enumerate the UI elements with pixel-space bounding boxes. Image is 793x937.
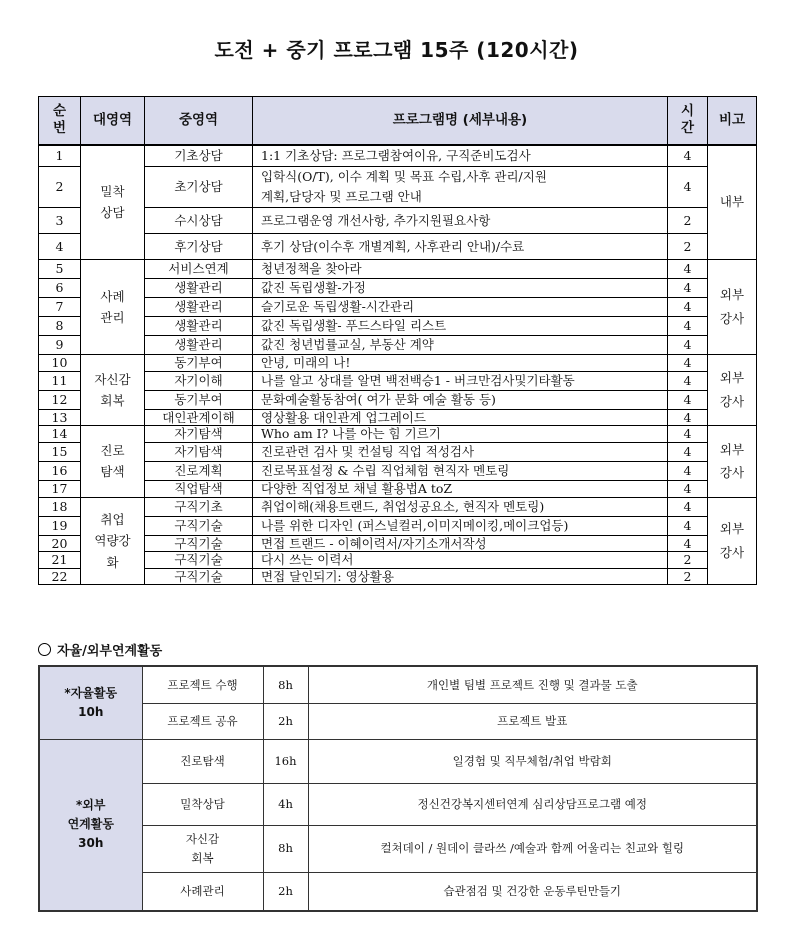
major-area: 자신감 회복 bbox=[81, 355, 145, 426]
header-note: 비고 bbox=[708, 97, 757, 145]
activity-detail: 일경험 및 직무체험/취업 박람회 bbox=[308, 739, 757, 783]
header-program: 프로그램명 (세부내용) bbox=[253, 97, 668, 145]
header-mid: 중영역 bbox=[145, 97, 253, 145]
program-name: 프로그램운영 개선사항, 추가지원필요사항 bbox=[253, 208, 668, 234]
activity-hours: 8h bbox=[263, 825, 308, 872]
activity-hours: 2h bbox=[263, 872, 308, 911]
hours: 2 bbox=[668, 552, 708, 569]
activity-row bbox=[39, 825, 757, 872]
hours: 4 bbox=[668, 442, 708, 461]
program-name: 나를 위한 디자인 (퍼스널컬러,이미지메이킹,메이크업등) bbox=[253, 516, 668, 535]
program-name: 나를 알고 상대를 알면 백전백승1 - 버크만검사및기타활동 bbox=[253, 371, 668, 390]
program-name: 입학식(O/T), 이수 계획 및 목표 수립,사후 관리/지원 계획,담당자 및 프로그램 안내 bbox=[253, 167, 668, 208]
note: 외부 강사 bbox=[708, 355, 757, 426]
hours: 2 bbox=[668, 568, 708, 585]
program-name: 면접 트랜드 - 이혜이력서/자기소개서작성 bbox=[253, 535, 668, 552]
header-no: 순 번 bbox=[39, 97, 81, 145]
table-row bbox=[39, 409, 757, 426]
note: 외부 강사 bbox=[708, 497, 757, 585]
activity-category: *외부 연계활동 30h bbox=[39, 739, 142, 911]
program-name: 값진 독립생활-가정 bbox=[253, 279, 668, 298]
row-number: 18 bbox=[39, 497, 81, 516]
table-row bbox=[39, 234, 757, 260]
row-number: 14 bbox=[39, 426, 81, 443]
program-name: 값진 독립생활- 푸드스타일 리스트 bbox=[253, 317, 668, 336]
mid-area: 자기탐색 bbox=[145, 442, 253, 461]
hours: 4 bbox=[668, 426, 708, 443]
table-header-row bbox=[39, 97, 757, 145]
table-row bbox=[39, 355, 757, 372]
activity-detail: 프로젝트 발표 bbox=[308, 703, 757, 739]
major-area: 사례 관리 bbox=[81, 260, 145, 355]
table-row bbox=[39, 442, 757, 461]
activity-hours: 16h bbox=[263, 739, 308, 783]
mid-area: 직업탐색 bbox=[145, 480, 253, 497]
mid-area: 생활관리 bbox=[145, 298, 253, 317]
row-number: 15 bbox=[39, 442, 81, 461]
program-name: 다시 쓰는 이력서 bbox=[253, 552, 668, 569]
table-row bbox=[39, 260, 757, 279]
table-row bbox=[39, 167, 757, 208]
hours: 4 bbox=[668, 371, 708, 390]
hours: 4 bbox=[668, 516, 708, 535]
table-row bbox=[39, 390, 757, 409]
table-row bbox=[39, 298, 757, 317]
row-number: 6 bbox=[39, 279, 81, 298]
table-row bbox=[39, 371, 757, 390]
table-row bbox=[39, 568, 757, 585]
mid-area: 생활관리 bbox=[145, 336, 253, 355]
note: 내부 bbox=[708, 145, 757, 260]
hours: 4 bbox=[668, 409, 708, 426]
activity-name: 진로탐색 bbox=[142, 739, 263, 783]
mid-area: 구직기술 bbox=[145, 535, 253, 552]
hours: 4 bbox=[668, 260, 708, 279]
mid-area: 자기이해 bbox=[145, 371, 253, 390]
program-name: Who am I? 나를 아는 힘 기르기 bbox=[253, 426, 668, 443]
mid-area: 생활관리 bbox=[145, 279, 253, 298]
program-name: 진로목표설정 & 수립 직업체험 현직자 멘토링 bbox=[253, 461, 668, 480]
program-name: 문화예술활동참여( 여가 문화 예술 활동 등) bbox=[253, 390, 668, 409]
activity-name: 사례관리 bbox=[142, 872, 263, 911]
mid-area: 구직기초 bbox=[145, 497, 253, 516]
activity-detail: 정신건강복지센터연계 심리상담프로그램 예정 bbox=[308, 783, 757, 825]
row-number: 11 bbox=[39, 371, 81, 390]
row-number: 9 bbox=[39, 336, 81, 355]
note: 외부 강사 bbox=[708, 426, 757, 497]
hours: 4 bbox=[668, 167, 708, 208]
row-number: 13 bbox=[39, 409, 81, 426]
activity-detail: 개인별 팀별 프로젝트 진행 및 결과물 도출 bbox=[308, 666, 757, 703]
activity-detail: 컬쳐데이 / 원데이 클라쓰 /예술과 함께 어울리는 친교와 힐링 bbox=[308, 825, 757, 872]
program-name: 값진 청년법률교실, 부동산 계약 bbox=[253, 336, 668, 355]
hours: 4 bbox=[668, 480, 708, 497]
row-number: 21 bbox=[39, 552, 81, 569]
section-heading bbox=[38, 640, 162, 659]
activity-hours: 8h bbox=[263, 666, 308, 703]
major-area: 진로 탐색 bbox=[81, 426, 145, 497]
row-number: 20 bbox=[39, 535, 81, 552]
hours: 4 bbox=[668, 497, 708, 516]
program-name: 다양한 직업정보 채널 활용법A toZ bbox=[253, 480, 668, 497]
program-name: 면접 달인되기: 영상활용 bbox=[253, 568, 668, 585]
activity-name: 프로젝트 수행 bbox=[142, 666, 263, 703]
program-name: 1:1 기초상담: 프로그램참여이유, 구직준비도검사 bbox=[253, 145, 668, 167]
hours: 4 bbox=[668, 535, 708, 552]
program-name: 후기 상담(이수후 개별계획, 사후관리 안내)/수료 bbox=[253, 234, 668, 260]
hours: 4 bbox=[668, 145, 708, 167]
row-number: 8 bbox=[39, 317, 81, 336]
hours: 4 bbox=[668, 355, 708, 372]
row-number: 22 bbox=[39, 568, 81, 585]
activity-category: *자율활동 10h bbox=[39, 666, 142, 739]
row-number: 19 bbox=[39, 516, 81, 535]
table-row bbox=[39, 480, 757, 497]
note: 외부 강사 bbox=[708, 260, 757, 355]
program-name: 진로관련 검사 및 컨설팅 직업 적성검사 bbox=[253, 442, 668, 461]
program-name: 슬기로운 독립생활-시간관리 bbox=[253, 298, 668, 317]
mid-area: 수시상담 bbox=[145, 208, 253, 234]
hours: 4 bbox=[668, 390, 708, 409]
table-row bbox=[39, 317, 757, 336]
table-row bbox=[39, 535, 757, 552]
mid-area: 서비스연계 bbox=[145, 260, 253, 279]
table-row bbox=[39, 497, 757, 516]
activities-table bbox=[38, 665, 758, 912]
row-number: 1 bbox=[39, 145, 81, 167]
table-row bbox=[39, 279, 757, 298]
row-number: 4 bbox=[39, 234, 81, 260]
mid-area: 구직기술 bbox=[145, 552, 253, 569]
program-name: 취업이해(채용트랜드, 취업성공요소, 현직자 멘토링) bbox=[253, 497, 668, 516]
table-row bbox=[39, 516, 757, 535]
activity-hours: 2h bbox=[263, 703, 308, 739]
mid-area: 구직기술 bbox=[145, 516, 253, 535]
hours: 4 bbox=[668, 317, 708, 336]
table-row bbox=[39, 552, 757, 569]
table-row bbox=[39, 426, 757, 443]
major-area: 취업 역량강 화 bbox=[81, 497, 145, 585]
row-number: 17 bbox=[39, 480, 81, 497]
activity-row bbox=[39, 666, 757, 703]
table-row bbox=[39, 208, 757, 234]
row-number: 12 bbox=[39, 390, 81, 409]
mid-area: 자기탐색 bbox=[145, 426, 253, 443]
hours: 4 bbox=[668, 298, 708, 317]
mid-area: 대인관계이해 bbox=[145, 409, 253, 426]
row-number: 7 bbox=[39, 298, 81, 317]
mid-area: 동기부여 bbox=[145, 390, 253, 409]
mid-area: 기초상담 bbox=[145, 145, 253, 167]
circle-bullet-icon bbox=[38, 643, 51, 656]
row-number: 10 bbox=[39, 355, 81, 372]
hours: 4 bbox=[668, 279, 708, 298]
mid-area: 생활관리 bbox=[145, 317, 253, 336]
activity-row bbox=[39, 703, 757, 739]
mid-area: 후기상담 bbox=[145, 234, 253, 260]
program-table bbox=[38, 96, 757, 585]
mid-area: 진로계획 bbox=[145, 461, 253, 480]
activity-hours: 4h bbox=[263, 783, 308, 825]
row-number: 3 bbox=[39, 208, 81, 234]
table-row bbox=[39, 145, 757, 167]
header-major: 대영역 bbox=[81, 97, 145, 145]
hours: 2 bbox=[668, 208, 708, 234]
activity-row bbox=[39, 783, 757, 825]
mid-area: 구직기술 bbox=[145, 568, 253, 585]
mid-area: 동기부여 bbox=[145, 355, 253, 372]
row-number: 2 bbox=[39, 167, 81, 208]
hours: 2 bbox=[668, 234, 708, 260]
activity-name: 프로젝트 공유 bbox=[142, 703, 263, 739]
table-row bbox=[39, 336, 757, 355]
activity-row bbox=[39, 872, 757, 911]
program-name: 안녕, 미래의 나! bbox=[253, 355, 668, 372]
activity-name: 밀착상담 bbox=[142, 783, 263, 825]
mid-area: 초기상담 bbox=[145, 167, 253, 208]
activity-name: 자신감 회복 bbox=[142, 825, 263, 872]
table-row bbox=[39, 461, 757, 480]
activity-detail: 습관점검 및 건강한 운동루틴만들기 bbox=[308, 872, 757, 911]
hours: 4 bbox=[668, 336, 708, 355]
row-number: 16 bbox=[39, 461, 81, 480]
hours: 4 bbox=[668, 461, 708, 480]
page-title: 도전 + 중기 프로그램 15주 (120시간) bbox=[214, 38, 579, 62]
program-name: 청년정책을 찾아라 bbox=[253, 260, 668, 279]
header-hours: 시 간 bbox=[668, 97, 708, 145]
program-name: 영상활용 대인관계 업그레이드 bbox=[253, 409, 668, 426]
major-area: 밀착 상담 bbox=[81, 145, 145, 260]
activity-row bbox=[39, 739, 757, 783]
section-title: 자율/외부연계활동 bbox=[57, 644, 163, 659]
row-number: 5 bbox=[39, 260, 81, 279]
